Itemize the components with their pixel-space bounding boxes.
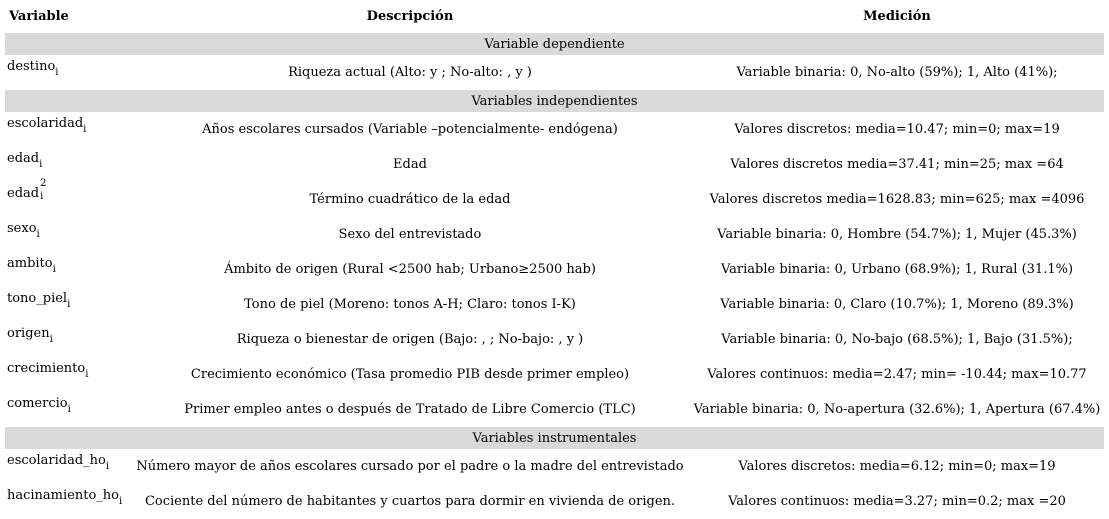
description-cell: Primer empleo antes o después de Tratado de Libre Comercio (TLC) — [184, 402, 636, 417]
variable-subscript: i — [119, 496, 123, 507]
measurement-cell: Valores discretos media=1628.83; min=625; max =4096 — [709, 192, 1085, 207]
variable-name: ambito — [7, 256, 53, 271]
section-title: Variable dependiente — [5, 33, 1104, 55]
section-header — [5, 427, 1104, 449]
description-cell: Años escolares cursados (Variable –potencialmente- endógena) — [202, 122, 618, 137]
table-row — [5, 322, 1104, 357]
variable-subscript: i — [39, 159, 43, 170]
description-cell: Número mayor de años escolares cursado por el padre o la madre del entrevistado — [136, 459, 684, 474]
section-title: Variables independientes — [5, 90, 1104, 112]
description-cell: Edad — [393, 157, 427, 172]
measurement-cell: Valores continuos: media=2.47; min= -10.44; max=10.77 — [707, 367, 1087, 382]
table-row — [5, 357, 1104, 392]
variable-name: edad — [7, 151, 40, 166]
description-cell: Riqueza o bienestar de origen (Bajo: , ; No-bajo: , y ) — [236, 332, 584, 347]
variable-cell — [5, 392, 130, 427]
header-row — [5, 0, 1104, 33]
variable-subscript: i — [55, 67, 59, 78]
table-row — [5, 392, 1104, 427]
variable-subscript: i — [67, 404, 71, 415]
variable-cell — [5, 147, 130, 182]
variable-indices — [39, 178, 47, 202]
description-cell: Tono de piel (Moreno: tonos A-H; Claro: tonos I-K) — [244, 297, 576, 312]
description-cell: Crecimiento económico (Tasa promedio PIB desde primer empleo) — [190, 367, 630, 382]
table-row — [5, 287, 1104, 322]
table-row — [5, 112, 1104, 147]
table-row — [5, 484, 1104, 519]
variable-name: destino — [7, 59, 56, 74]
section-header — [5, 33, 1104, 55]
measurement-cell: Variable binaria: 0, Claro (10.7%); 1, Moreno (89.3%) — [720, 297, 1074, 312]
variable-cell — [5, 322, 130, 357]
table-row — [5, 182, 1104, 217]
variable-name: hacinamiento_ho — [7, 488, 119, 503]
variable-name: origen — [7, 326, 50, 341]
variable-cell — [5, 55, 130, 90]
variable-name: sexo — [7, 221, 37, 236]
variable-cell — [5, 112, 130, 147]
variable-name: escolaridad — [7, 116, 84, 131]
measurement-cell: Valores discretos: media=6.12; min=0; max=19 — [738, 459, 1056, 474]
variable-cell — [5, 217, 130, 252]
variable-name: crecimiento — [7, 361, 86, 376]
section-header — [5, 90, 1104, 112]
measurement-cell: Variable binaria: 0, No-bajo (68.5%); 1, Bajo (31.5%); — [721, 332, 1073, 347]
variable-name: tono_piel — [7, 291, 68, 306]
variable-subscript: i — [67, 299, 71, 310]
measurement-cell: Variable binaria: 0, Hombre (54.7%); 1, Mujer (45.3%) — [717, 227, 1077, 242]
variable-cell — [5, 252, 130, 287]
measurement-cell: Variable binaria: 0, No-alto (59%); 1, Alto (41%); — [736, 65, 1058, 80]
variable-superscript: 2 — [40, 178, 47, 189]
variable-cell — [5, 484, 130, 519]
variable-name: comercio — [7, 396, 68, 411]
variable-subscript: i — [40, 191, 44, 202]
variable-cell — [5, 449, 130, 484]
measurement-cell: Valores discretos media=37.41; min=25; max =64 — [730, 157, 1064, 172]
variable-subscript: i — [36, 229, 40, 240]
variable-subscript: i — [52, 264, 56, 275]
measurement-cell: Variable binaria: 0, No-apertura (32.6%); 1, Apertura (67.4%) — [693, 402, 1101, 417]
table-row — [5, 252, 1104, 287]
header-medicion: Medición — [863, 9, 931, 24]
description-cell: Término cuadrático de la edad — [309, 192, 511, 207]
variable-subscript: i — [49, 334, 53, 345]
measurement-cell: Variable binaria: 0, Urbano (68.9%); 1, Rural (31.1%) — [720, 262, 1074, 277]
header-variable: Variable — [9, 9, 69, 24]
table-body — [5, 33, 1104, 519]
measurement-cell: Valores continuos: media=3.27; min=0.2; max =20 — [728, 494, 1066, 509]
description-cell: Riqueza actual (Alto: y ; No-alto: , y ) — [288, 65, 532, 80]
variable-name: escolaridad_ho — [7, 453, 106, 468]
description-cell: Ámbito de origen (Rural <2500 hab; Urbano≥2500 hab) — [224, 262, 596, 277]
header-descripcion: Descripción — [366, 9, 454, 24]
description-cell: Cociente del número de habitantes y cuartos para dormir en vivienda de origen. — [144, 494, 676, 509]
measurement-cell: Valores discretos: media=10.47; min=0; max=19 — [734, 122, 1060, 137]
variables-table — [5, 0, 1104, 519]
variable-subscript: i — [85, 369, 89, 380]
section-title: Variables instrumentales — [5, 427, 1104, 449]
description-cell: Sexo del entrevistado — [338, 227, 482, 242]
table-row — [5, 147, 1104, 182]
variable-cell — [5, 357, 130, 392]
variable-subscript: i — [83, 124, 87, 135]
table-row — [5, 449, 1104, 484]
table-row — [5, 217, 1104, 252]
table-row — [5, 55, 1104, 90]
variable-subscript: i — [105, 461, 110, 472]
variable-cell — [5, 178, 130, 217]
variable-cell — [5, 287, 130, 322]
variable-name: edad — [7, 186, 40, 201]
